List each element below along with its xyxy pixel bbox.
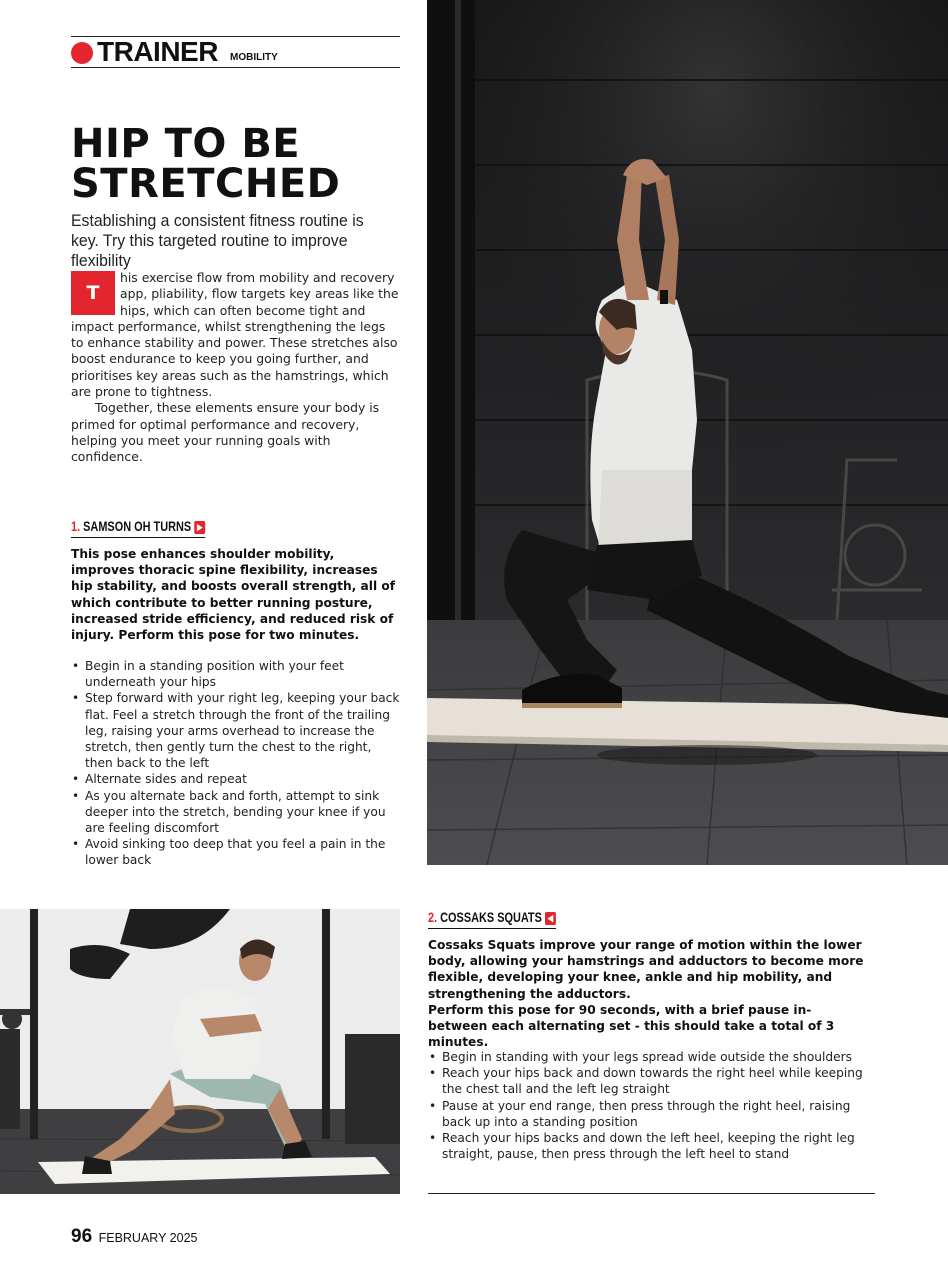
exercise-1-steps [71,658,401,869]
list-item: • Step forward with your right leg, keeping your back flat. Feel a stretch through the front of the trailing leg, raising your arms overhead to increase the stretch, then gently turn the chest to the right, then back to the left [71,690,401,771]
list-item: • As you alternate back and forth, attempt to sink deeper into the stretch, bending your knee if you are feeling discomfort [71,788,401,837]
exercise-1-number: 1. [71,518,81,534]
section-end-rule [428,1193,875,1194]
header-bottom-rule [71,67,400,68]
section-subsection: MOBILITY [230,52,278,63]
issue-date: FEBRUARY 2025 [98,1231,198,1245]
exercise-2-heading [428,909,556,929]
arrow-left-icon: ◀ [545,912,556,925]
dropcap: T [71,271,115,315]
page-number: 96 [71,1226,93,1247]
exercise-2-number: 2. [428,909,438,925]
page-folio [71,1226,198,1248]
list-item: • Begin in a standing position with your feet underneath your hips [71,658,401,690]
lunge-stretch-photo [427,0,948,865]
list-item: • Alternate sides and repeat [71,771,401,787]
exercise-1-heading [71,518,205,538]
exercise-1-lead: This pose enhances shoulder mobility, improves thoracic spine flexibility, increases hip stability, and boosts overall strength, all of which contribute to better running posture, increased stride efficiency, and reduced risk of injury. Perform this pose for two minutes. [71,547,396,643]
list-item: • Begin in standing with your legs spread wide outside the shoulders [428,1049,873,1065]
standfirst: Establishing a consistent fitness routine is key. Try this targeted routine to improve flexibility [71,211,364,270]
list-item: • Reach your hips back and down towards the right heel while keeping the chest tall and the left leg straight [428,1065,873,1097]
exercise-1-name: SAMSON OH TURNS [83,518,192,534]
list-item: • Pause at your end range, then press through the right heel, raising back up into a standing position [428,1098,873,1130]
exercise-2-lead: Cossaks Squats improve your range of motion within the lower body, allowing your hamstrings and adductors to become more flexible, developing your knee, ankle and hip mobility, and strengthening the adductors. Perform this pose for 90 seconds, with a brief pause in-between each alternating set - this should take a total of 3 minutes. [428,938,864,1050]
exercise-2-steps [428,1049,873,1162]
list-item: • Reach your hips backs and down the left heel, keeping the right leg straight, pause, then press through the left heel to stand [428,1130,873,1162]
intro-text [71,270,400,466]
title-line-2: STRETCHED [71,161,341,207]
article-title [71,121,411,207]
section-dot-icon [71,42,93,64]
intro-paragraph-1: T his exercise flow from mobility and recovery app, pliability, flow targets key areas like the hips, which can often become tight and impact performance, whilst strengthening the legs to enhance stability and power. These stretches also boost endurance to keep you going further, and prioritises key areas such as the hamstrings, which are prone to tightness. [71,270,399,400]
cossack-squat-photo [0,909,400,1194]
section-name: TRAINER [97,36,218,67]
title-line-1: HIP TO BE [71,121,301,167]
intro-paragraph-2: Together, these elements ensure your body is primed for optimal performance and recovery, helping you meet your running goals with confidence. [71,400,380,465]
exercise-2-name: COSSAKS SQUATS [440,909,542,925]
list-item: • Avoid sinking too deep that you feel a pain in the lower back [71,836,401,868]
arrow-right-icon: ▶ [194,521,205,534]
